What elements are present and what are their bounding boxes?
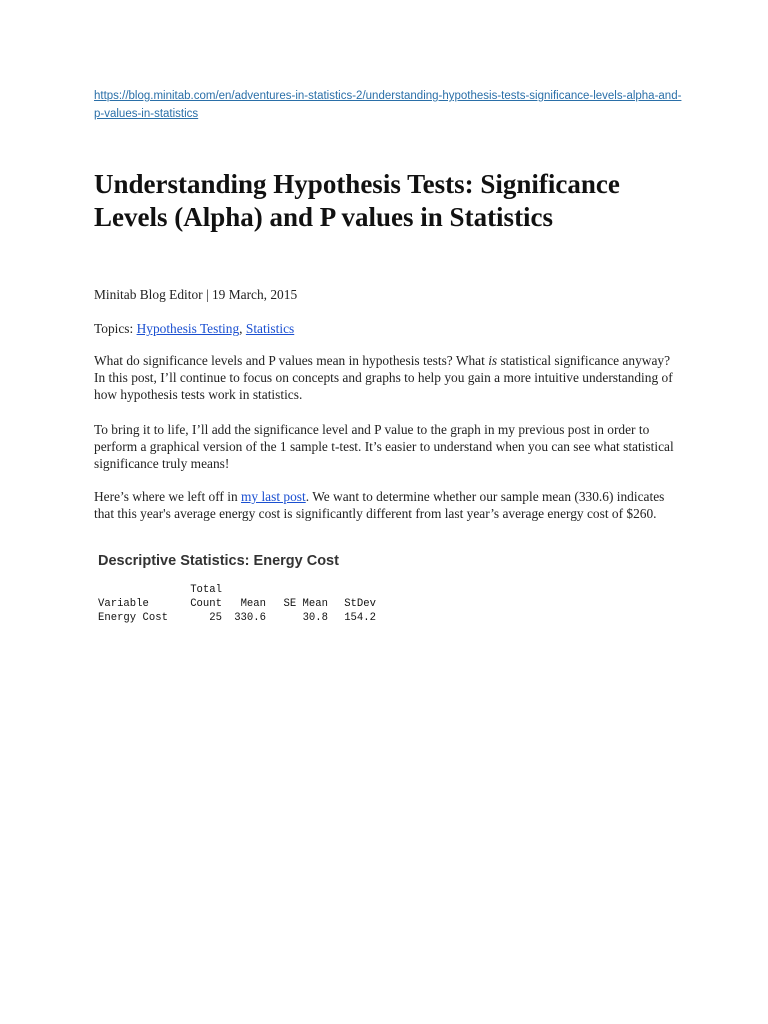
header-cell: SE Mean	[283, 598, 328, 610]
topic-link-hypothesis-testing[interactable]: Hypothesis Testing	[136, 321, 240, 336]
table-cell: 30.8	[302, 612, 328, 624]
paragraph-text: . We want to determine whether our sample mean (330.6) indicates that this year's average energy cost is significantly different from last year’s average energy cost of $260.	[94, 489, 665, 521]
header-cell: Mean	[240, 598, 266, 610]
stats-header-row	[98, 597, 376, 611]
article-title: Understanding Hypothesis Tests: Significance Levels (Alpha) and P values in Statistics	[94, 169, 620, 232]
article-byline: Minitab Blog Editor | 19 March, 2015	[94, 287, 298, 302]
my-last-post-link[interactable]: my last post	[241, 489, 306, 504]
paragraph-text: What do significance levels and P values mean in hypothesis tests? What	[94, 353, 489, 368]
header-cell	[222, 583, 266, 597]
header-cell	[98, 583, 184, 597]
paragraph-text: Here’s where we left off in	[94, 489, 241, 504]
paragraph-text: statistical significance anyway? In this post, I’ll continue to focus on concepts and graphs to help you gain a more intuitive understanding of how hypothesis tests work in statistics.	[94, 353, 673, 402]
topics-label: Topics:	[94, 321, 137, 336]
article-topics	[94, 320, 684, 337]
table-cell: 330.6	[234, 612, 266, 624]
paragraph-bring-to-life: To bring it to life, I’ll add the significance level and P value to the graph in my previous post in order to perform a graphical version of the 1 sample t-test. It’s easier to understand when you can see what statistical significance truly means!	[94, 422, 674, 471]
descriptive-statistics-output	[98, 553, 498, 625]
table-cell: 154.2	[344, 612, 376, 624]
header-cell: Count	[190, 598, 222, 610]
topics-separator: ,	[239, 321, 246, 336]
header-cell	[266, 583, 328, 597]
source-url-link[interactable]: https://blog.minitab.com/en/adventures-in-statistics-2/understanding-hypothesis-tests-significance-levels-alpha-and-p-values-in-statistics	[94, 90, 682, 120]
header-cell	[328, 583, 376, 597]
paragraph-intro	[94, 352, 684, 403]
topic-link-statistics[interactable]: Statistics	[245, 321, 295, 336]
paragraph-last-post	[94, 488, 684, 522]
header-cell: Variable	[98, 598, 149, 610]
table-cell: Energy Cost	[98, 612, 168, 624]
stats-table	[98, 583, 376, 625]
emphasis-is: is	[488, 353, 498, 368]
table-cell: 25	[209, 612, 222, 624]
stats-title: Descriptive Statistics: Energy Cost	[98, 553, 339, 569]
header-cell: StDev	[344, 598, 376, 610]
stats-header-top-row	[98, 583, 376, 597]
header-cell: Total	[190, 584, 222, 596]
stats-data-row	[98, 611, 376, 625]
